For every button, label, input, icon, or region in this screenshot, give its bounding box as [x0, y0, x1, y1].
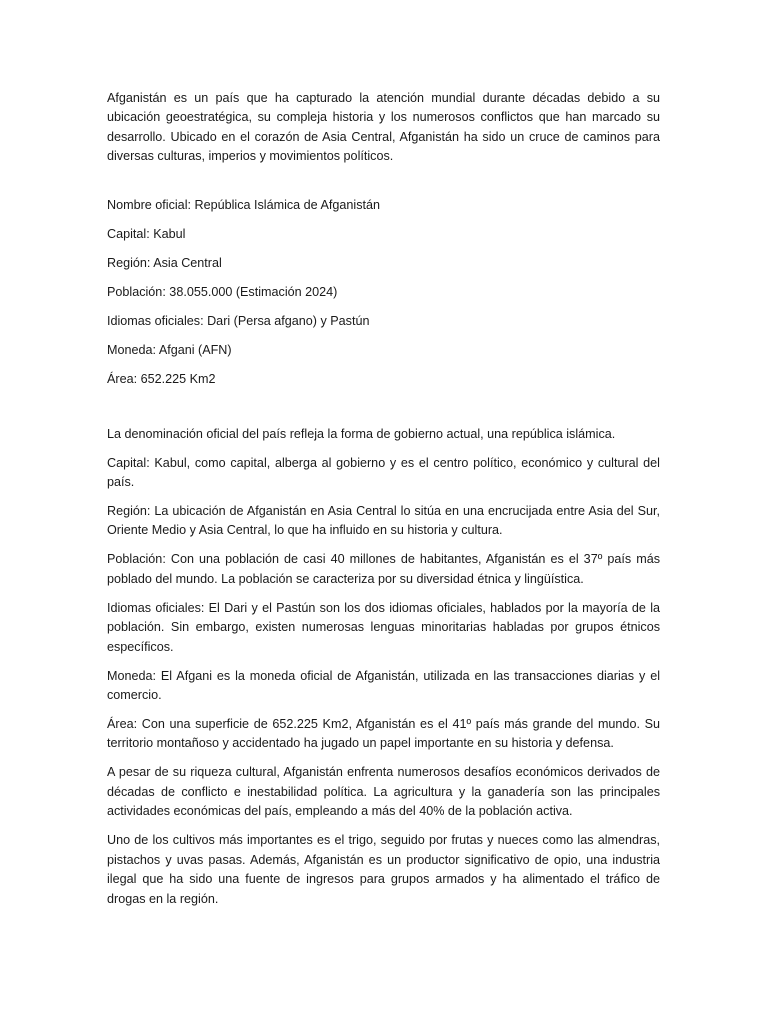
paragraph-economy: A pesar de su riqueza cultural, Afganistán enfrenta numerosos desafíos económicos derivados de décadas de conflicto e inestabilidad política. La agricultura y la ganadería son las principales actividades económicas del país, empleando a más del 40% de la población activa. — [107, 765, 660, 819]
fact-population: Población: 38.055.000 (Estimación 2024) — [107, 284, 338, 299]
fact-region: Región: Asia Central — [107, 255, 222, 270]
paragraph-area: Área: Con una superficie de 652.225 Km2, Afganistán es el 41º país más grande del mundo. Su territorio montañoso y accidentado ha jugado un papel importante en su historia y defensa. — [107, 717, 660, 751]
paragraph-official-name: La denominación oficial del país refleja la forma de gobierno actual, una república islámica. — [107, 426, 616, 441]
paragraph-capital: Capital: Kabul, como capital, alberga al gobierno y es el centro político, económico y cultural del país. — [107, 455, 660, 490]
paragraph-population: Población: Con una población de casi 40 millones de habitantes, Afganistán es el 37º país más poblado del mundo. La población se caracteriza por su diversidad étnica y lingüística. — [107, 552, 660, 586]
paragraph-languages: Idiomas oficiales: El Dari y el Pastún son los dos idiomas oficiales, hablados por la mayoría de la población. Sin embargo, existen numerosas lenguas minoritarias habladas por grupos étnicos específicos. — [107, 600, 660, 654]
paragraph-currency: Moneda: El Afgani es la moneda oficial de Afganistán, utilizada en las transacciones diarias y el comercio. — [107, 668, 660, 703]
fact-area: Área: 652.225 Km2 — [107, 371, 216, 386]
facts-list — [107, 196, 660, 389]
paragraph-crops: Uno de los cultivos más importantes es el trigo, seguido por frutas y nueces como las almendras, pistachos y uvas pasas. Además, Afganistán es un productor significativo de opio, una industria ilegal que ha sido una fuente de ingresos para grupos armados y ha alimentado el tráfico de drogas en la región. — [107, 833, 660, 906]
fact-capital: Capital: Kabul — [107, 226, 186, 241]
intro-paragraph: Afganistán es un país que ha capturado la atención mundial durante décadas debido a su ubicación geoestratégica, su compleja historia y los numerosos conflictos que han marcado su desarrollo. Ubicado en el corazón de Asia Central, Afganistán ha sido un cruce de caminos para diversas culturas, imperios y movimientos políticos. — [107, 91, 660, 164]
fact-official-name: Nombre oficial: República Islámica de Afganistán — [107, 197, 381, 212]
body-paragraphs — [107, 425, 660, 909]
spacer — [107, 167, 660, 196]
paragraph-region: Región: La ubicación de Afganistán en Asia Central lo sitúa en una encrucijada entre Asia del Sur, Oriente Medio y Asia Central, lo que ha influido en su historia y cultura. — [107, 504, 660, 538]
spacer — [107, 399, 660, 425]
fact-languages: Idiomas oficiales: Dari (Persa afgano) y Pastún — [107, 313, 370, 328]
fact-currency: Moneda: Afgani (AFN) — [107, 342, 232, 357]
